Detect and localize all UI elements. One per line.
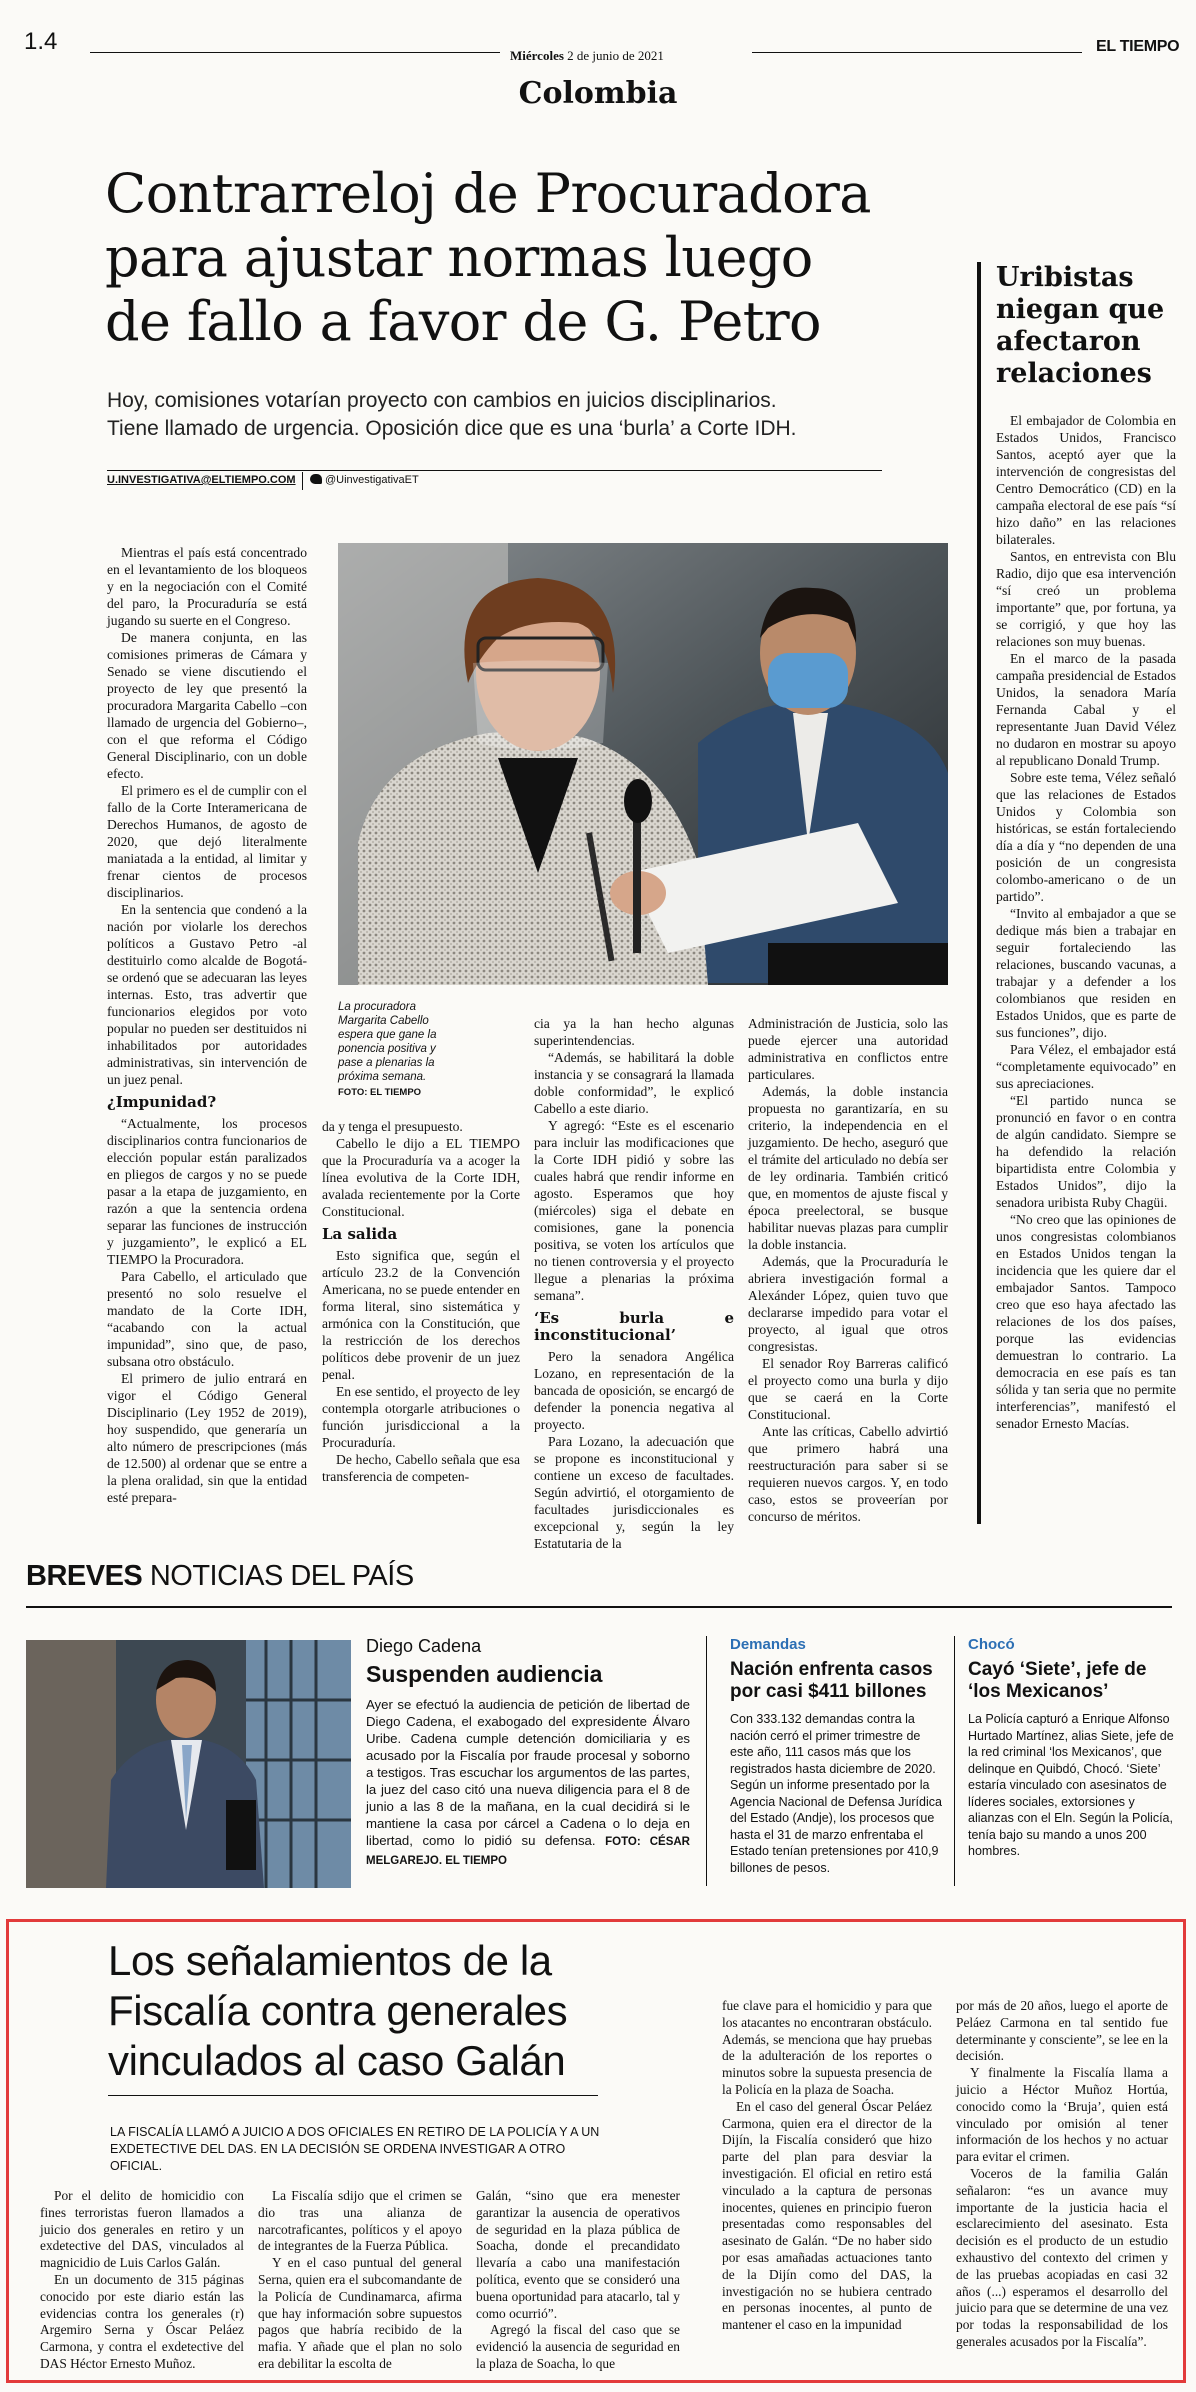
paragraph: “El partido nunca se pronunció en favor o en contra de algún candidato. Siempre se ha defendido la relación bipartidista entre Colombia y Estados Unidos”, dijo la senadora uribista Ruby Chagüi.: [996, 1093, 1176, 1210]
caption-line: espera que gane la: [338, 1029, 437, 1041]
date-day: Miércoles: [510, 48, 564, 63]
paragraph: De hecho, Cabello señala que esa transferencia de competen-: [322, 1452, 520, 1484]
subhead-line: Tiene llamado de urgencia. Oposición dice que es una ‘burla’ a Corte IDH.: [107, 417, 797, 440]
breves-rest: NOTICIAS DEL PAÍS: [149, 1560, 414, 1592]
brief-body: Ayer se efectuó la audiencia de petición de libertad de Diego Cadena, el exabogado del expresidente Álvaro Uribe. Cadena cumple detención domiciliaria y es acusado por la Fiscalía por fraude procesal y soborno a testigos. Tras escuchar los argumentos de las partes, la juez del caso citó una nueva diligencia para el 8 de junio a las 8 de la mañana, en la cual decidirá si le mantiene la casa por cárcel a Cadena o lo deja en libertad, como lo pidió su defensa.: [366, 1697, 690, 1848]
brief-body: Con 333.132 demandas contra la nación cerró el primer trimestre de este año, 111 casos más que los registrados hasta diciembre de 2020. Según un informe presentado por la Agencia Nacional de Defensa Jurídica del Estado (Andje), los procesos que hasta el 31 de marzo enfrentaba el Estado tenían pretensiones por 410,9 billones de pesos.: [730, 1712, 942, 1875]
brief-kicker: Demandas: [730, 1636, 806, 1653]
date-rest: 2 de junio de 2021: [567, 48, 664, 63]
paragraph: Agregó la fiscal del caso que se evidenció la ausencia de seguridad en la plaza de Soacha, lo que: [476, 2322, 680, 2371]
paragraph: El embajador de Colombia en Estados Unidos, Francisco Santos, aceptó ayer que la intervención de congresistas del Centro Democrático (CD) en la campaña electoral de ese país “sí hizo daño” en las relaciones bilaterales.: [996, 413, 1176, 547]
brief-title: Cayó ‘Siete’, jefe de ‘los Mexicanos’: [968, 1659, 1147, 1702]
paragraph: Pero la senadora Angélica Lozano, en representación de la bancada de oposición, se encargó de defender la ponencia negativa al proyecto.: [534, 1349, 734, 1432]
brief-body-wrap: [366, 1696, 690, 1870]
side-article-body: [996, 412, 1176, 1522]
paragraph: Galán, “sino que era menester garantizar la ausencia de operativos de seguridad en la plaza pública de Soacha, donde el precandidato llevaría a cabo una manifestación política, evento que se consideró una buena oportunidad para atacarlo, tal y como ocurrió”.: [476, 2188, 680, 2321]
header-rule-right: [752, 52, 1082, 53]
paragraph: Santos, en entrevista con Blu Radio, dijo que esa intervención “sí creó un problema importante” que, por fortuna, ya se corrigió, y que hoy las relaciones son muy buenas.: [996, 549, 1176, 649]
galan-headline-line: Fiscalía contra generales: [108, 1987, 568, 2034]
brand-logo: EL TIEMPO: [1096, 38, 1180, 55]
byline-rule: [107, 470, 882, 471]
side-headline-line: niegan que: [996, 294, 1165, 325]
twitter-handle: @UinvestigativaET: [325, 474, 419, 486]
paragraph: El senador Roy Barreras calificó el proyecto como una burla y dijo que se caerá en la Corte Constitucional.: [748, 1356, 948, 1422]
paragraph: Cabello le dijo a EL TIEMPO que la Procuraduría va a acoger la línea evolutiva de la Corte IDH, avalada recientemente por la Corte Constitucional.: [322, 1136, 520, 1219]
paragraph: por más de 20 años, luego el aporte de Peláez Carmona en tal sentido fue determinante y consciente”, se lee en la decisión.: [956, 1998, 1168, 2064]
byline-email[interactable]: U.INVESTIGATIVA@ELTIEMPO.COM: [107, 474, 296, 486]
photo-caption: [338, 1000, 488, 1100]
headline-line: para ajustar normas luego: [105, 226, 813, 289]
subheading: ¿Impunidad?: [107, 1093, 217, 1111]
twitter-icon: [310, 474, 322, 484]
photo-credit: FOTO: EL TIEMPO: [338, 1087, 422, 1098]
caption-line: La procuradora: [338, 1001, 416, 1013]
paragraph: cia ya la han hecho algunas superintendencias.: [534, 1016, 734, 1048]
side-headline-line: Uribistas: [996, 262, 1134, 293]
side-headline-line: relaciones: [996, 358, 1152, 389]
main-subhead: [107, 387, 797, 443]
paragraph: Esto significa que, según el artículo 23.2 de la Convención Americana, no se puede entender en forma literal, sino sistemática y armónica con la Constitución, que la restricción de los derechos políticos debe provenir de un juez penal.: [322, 1248, 520, 1382]
paragraph: En el marco de la pasada campaña presidencial de Estados Unidos, la senadora María Fernanda Cabal y el representante Juan David Vélez no dudaron en mostrar su apoyo al republicano Donald Trump.: [996, 651, 1176, 768]
paragraph: “No creo que las opiniones de unos congresistas colombianos en Estados Unidos tengan la incidencia que les quiere dar el embajador Santos. Tampoco creo que eso haya afectado las relaciones de los dos países, porque las evidencias demuestran lo contrario. La democracia en ese país es tan sólida y tan seria que no permite interferencias”, manifestó el senador Ernesto Macías.: [996, 1212, 1176, 1431]
brief-credit: FOTO: CÉSAR MELGAREJO. EL TIEMPO: [366, 1836, 690, 1867]
paragraph: El primero es el de cumplir con el fallo de la Corte Interamericana de Derechos Humanos, de agosto de 2020, que dejó literalmente maniatada a la entidad, al limitar y frenar cientos de procesos disciplinarios.: [107, 783, 307, 900]
paragraph: La Fiscalía sdijo que el crimen se dio tras una alianza de narcotraficantes, políticos y el apoyo de integrantes de la Fuerza Pública.: [258, 2188, 462, 2254]
byline-twitter[interactable]: [310, 474, 419, 486]
breves-label: [26, 1560, 414, 1593]
paragraph: En la sentencia que condenó a la nación por violarle los derechos políticos a Gustavo Petro -al destituirlo como alcalde de Bogotá- se ordenó que se adecuaran las leyes internas. Esto, tras advertir que funcionarios elegidos por voto popular no pueden ser destituidos ni inhabilitados por autoridades administrativas, sin intervención de un juez penal.: [107, 902, 307, 1087]
subheading: ‘Es burla e inconstitucional’: [534, 1309, 734, 1344]
main-column-1: [107, 544, 307, 1514]
paragraph: De manera conjunta, en las comisiones primeras de Cámara y Senado se viene discutiendo el proyecto de ley que presentó la procuradora Margarita Cabello –con llamado de urgencia del Gobierno–, con el que reforma el Código General Disciplinario, con un doble efecto.: [107, 630, 307, 781]
subheading: La salida: [322, 1225, 398, 1243]
brief-kicker: Chocó: [968, 1636, 1015, 1653]
paragraph: Administración de Justicia, solo las puede ejercer una autoridad administrativa en conflictos entre particulares.: [748, 1016, 948, 1082]
paragraph: Para Cabello, el articulado que presentó no solo resuelve el mandato de la Corte IDH, “acabando con la actual impunidad”, sino que, de paso, subsana otro obstáculo.: [107, 1269, 307, 1369]
brief-photo: [26, 1640, 351, 1888]
paragraph: “Actualmente, los procesos disciplinarios contra funcionarios de elección popular están paralizados en pliegos de cargos y no se puede pasar a la etapa de juzgamiento, en razón a que la sentencia ordena separar las funciones de instrucción y juzgamiento”, le explicó a EL TIEMPO la Procuradora.: [107, 1116, 307, 1267]
main-column-2: [322, 1118, 520, 1518]
brief-kicker: Diego Cadena: [366, 1636, 482, 1656]
paragraph: Además, la doble instancia propuesta no garantizaría, en su criterio, la independencia en el juzgamiento. De hecho, aseguró que el trámite del articulado no debía ser de ley ordinaria. También criticó que, en momentos de ajuste fiscal y época preelectoral, se busque habilitar nuevas plazas para cumplir la doble instancia.: [748, 1084, 948, 1252]
brief-photo-illustration: [26, 1640, 351, 1888]
paragraph: Por el delito de homicidio con fines terroristas fueron llamados a juicio dos generales en retiro y un exdetective del DAS, vinculados al magnicidio de Luis Carlos Galán.: [40, 2188, 244, 2271]
paragraph: Ante las críticas, Cabello advirtió que primero habrá una reestructuración para saber si se requieren nuevos cargos. Y, en todo caso, estos se proveerían por concurso de méritos.: [748, 1424, 948, 1524]
caption-line: ponencia positiva y: [338, 1043, 436, 1055]
galan-headline-line: Los señalamientos de la: [108, 1937, 552, 1984]
paragraph: Sobre este tema, Vélez señaló que las relaciones de Estados Unidos y Colombia son históricas, se están fortaleciendo día a día y “no dependen de una posición de un congresista colombo-americano o de un partido”.: [996, 770, 1176, 904]
paragraph: fue clave para el homicidio y para que los atacantes no encontraran obstáculo. Además, se menciona que hay pruebas de la adulteración de los reportes o minutos sobre la supuesta presencia de la Policía en la plaza de Soacha.: [722, 1998, 932, 2097]
breves-rule: [26, 1606, 1172, 1608]
paragraph: En ese sentido, el proyecto de ley contempla otorgarle atribuciones o función jurisdiccional a la Procuraduría.: [322, 1384, 520, 1450]
breves-bold: BREVES: [26, 1560, 143, 1592]
byline-divider: [302, 472, 303, 490]
galan-column-1: [40, 2188, 244, 2378]
paragraph: Además, que la Procuraduría le abriera investigación formal a Alexánder López, quien tuvo que declararse impedido para votar el proyecto, al igual que otros congresistas.: [748, 1254, 948, 1354]
paragraph: Para Vélez, el embajador está “completamente equivocado” en sus apreciaciones.: [996, 1042, 1176, 1091]
paragraph: Mientras el país está concentrado en el levantamiento de los bloqueos y en la negociación con el Comité del paro, la Procuraduría se está jugando su suerte en el Congreso.: [107, 545, 307, 628]
main-headline: [105, 162, 871, 354]
galan-headline: [108, 1936, 567, 2086]
galan-column-2: [258, 2188, 462, 2378]
paragraph: Y finalmente la Fiscalía llama a juicio a Héctor Muñoz Hortúa, conocido como la ‘Bruja’, quien está vinculado por omisión al tener información de los hechos y no actuar para evitar el crimen.: [956, 2065, 1168, 2165]
brief-title: Nación enfrenta casos por casi $411 billones: [730, 1659, 933, 1702]
caption-line: Margarita Cabello: [338, 1015, 429, 1027]
brief-body: La Policía capturó a Enrique Alfonso Hurtado Martínez, alias Siete, jefe de la red criminal ‘los Mexicanos’, que delinque en Quibdó, Chocó. ‘Siete’ estaría vinculado con asesinatos de líderes sociales, extorsiones y alianzas con el Eln. Según la Policía, tenía bajo su mando a unos 200 hombres.: [968, 1712, 1174, 1858]
paragraph: “Además, se habilitará la doble instancia y se consagrará la llamada doble conformidad”, le explicó Cabello a este diario.: [534, 1050, 734, 1116]
paragraph: En el caso del general Óscar Peláez Carmona, quien era el director de la Dijín, la Fiscalía consideró que hizo parte del plan para desviar la investigación. El oficial en retiro está vinculado a la captura de personas inocentes, quienes en principio fueron presentadas como responsables del asesinato de Galán. “De no haber sido por esas amañadas actuaciones tanto de la Dijín como del DAS, la investigación no se hubiera centrado en personas inocentes, al punto de mantener el caso en la impunidad: [722, 2098, 932, 2333]
subhead-line: Hoy, comisiones votarían proyecto con cambios en juicios disciplinarios.: [107, 389, 777, 412]
paragraph: da y tenga el presupuesto.: [322, 1119, 463, 1134]
paragraph: El primero de julio entrará en vigor el Código General Disciplinario (Ley 1952 de 2019), hoy suspendido, que generaría un alto número de prescripciones (más de 12.500) al ordenar que se entre a la plena oralidad, sin que la entidad esté prepara-: [107, 1371, 307, 1505]
header-date: [510, 48, 664, 64]
brief-title: Suspenden audiencia: [366, 1661, 603, 1687]
brief-divider: [954, 1636, 955, 1886]
side-headline: [996, 262, 1186, 390]
main-photo: [338, 543, 948, 985]
paragraph: Y agregó: “Este es el escenario para incluir las modificaciones que la Corte IDH pidió y sobre las cuales habrá que rendir informe en agosto. Esperamos que hoy (miércoles) siga el debate en comisiones, gane la ponencia positiva, se voten los artículos que no tienen controversia y el proyecto llegue a plenarias la próxima semana”.: [534, 1118, 734, 1303]
paragraph: En un documento de 315 páginas conocido por este diario están las evidencias contra los generales (r) Argemiro Serna y Óscar Peláez Carmona, y contra el exdetective del DAS Héctor Ernesto Muñoz.: [40, 2271, 244, 2371]
caption-line: próxima semana.: [338, 1071, 427, 1083]
side-headline-line: afectaron: [996, 326, 1141, 357]
galan-column-3: [476, 2188, 680, 2378]
galan-column-4: [722, 1998, 932, 2378]
main-column-4: [748, 1015, 948, 1524]
side-article-bar: [977, 262, 981, 1524]
section-title: Colombia: [518, 76, 678, 111]
page-number: 1.4: [24, 28, 58, 55]
headline-line: de fallo a favor de G. Petro: [105, 290, 821, 353]
paragraph: Para Lozano, la adecuación que se propone es inconstitucional y contiene un exceso de facultades. Según advirtió, el otorgamiento de facultades jurisdiccionales es excepcional y, según la ley Estatutaria de la: [534, 1434, 734, 1551]
brief-item: [366, 1636, 690, 1870]
photo-illustration: [338, 543, 948, 985]
caption-line: pase a plenarias la: [338, 1057, 435, 1069]
paragraph: Voceros de la familia Galán señalaron: “es un avance muy importante de la justicia hacia el esclarecimiento del asesinato. Esta decisión es el producto de un estudio exhaustivo del contexto del crimen y de las pruebas acopiadas en casi 32 años (...) esperamos el desarrollo del juicio para que se determine de una vez por todas la responsabilidad de los generales acusados por la Fiscalía”.: [956, 2165, 1168, 2349]
galan-dek: LA FISCALÍA LLAMÓ A JUICIO A DOS OFICIALES EN RETIRO DE LA POLICÍA Y A UN EXDETECTIVE DEL DAS. EN LA DECISIÓN SE ORDENA INVESTIGAR A OTRO OFICIAL.: [110, 2125, 600, 2173]
galan-column-5: [956, 1998, 1168, 2378]
galan-headline-line: vinculados al caso Galán: [108, 2037, 566, 2084]
brief-divider: [706, 1636, 707, 1886]
galan-rule: [108, 2095, 598, 2096]
header-rule-left: [90, 52, 500, 53]
headline-line: Contrarreloj de Procuradora: [105, 162, 871, 225]
paragraph: “Invito al embajador a que se dedique más bien a trabajar en seguir fortaleciendo las relaciones, buscando vacunas, a trabajar y a defender a los colombianos que residen en Estados Unidos, que es parte de sus funciones”, dijo.: [996, 906, 1176, 1040]
brief-item: [968, 1636, 1176, 1860]
paragraph: Y en el caso puntual del general Serna, quien era el subcomandante de la Policía de Cundinamarca, afirma que hay información sobre supuestos pagos que habría recibido de la mafia. Y añade que el plan no solo era debilitar la escolta de: [258, 2255, 462, 2371]
main-column-3: [534, 1015, 734, 1551]
brief-item: [730, 1636, 944, 1876]
